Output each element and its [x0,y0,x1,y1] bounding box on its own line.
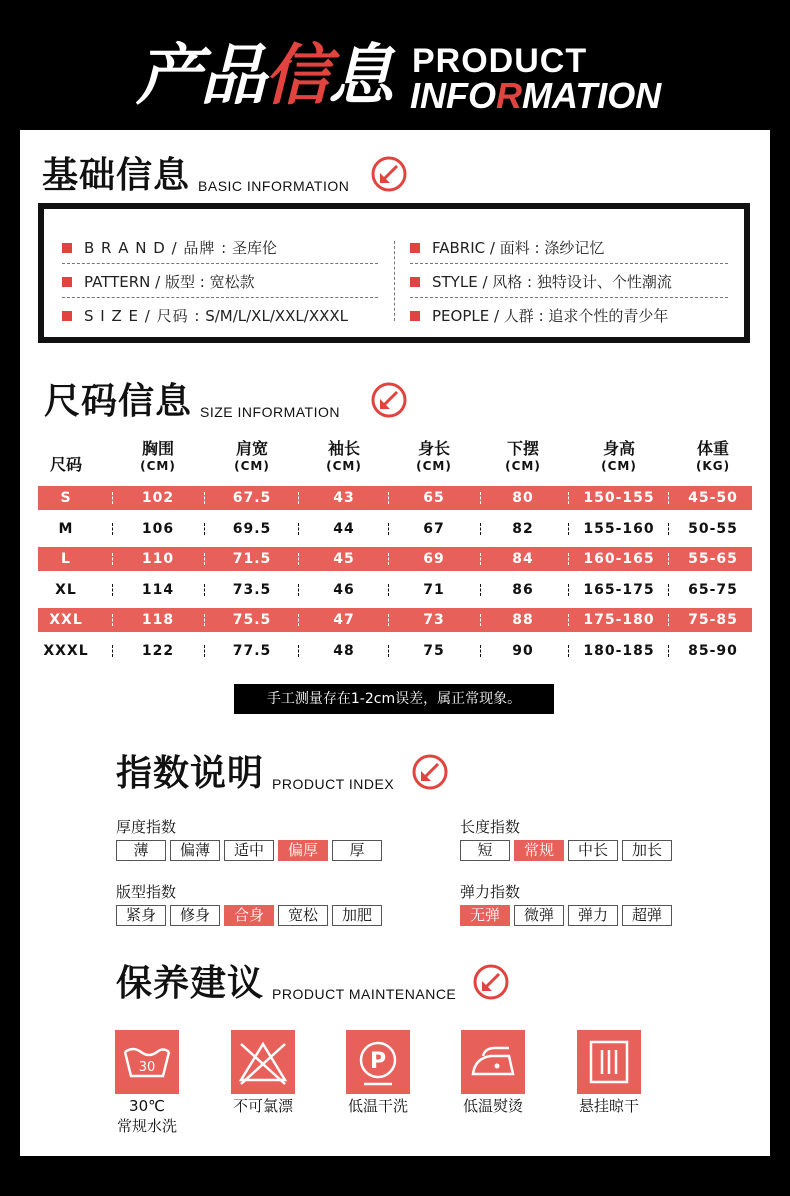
size-table-cell: 69 [423,551,445,567]
column-separator [568,645,569,657]
index-option: 修身 [170,905,220,926]
content-card [20,130,770,1156]
size-table-cell: 175-180 [583,612,655,628]
size-table-cell: 150-155 [583,490,655,506]
column-separator [298,553,299,565]
dry-clean-p-icon [346,1030,410,1094]
care-item-wash [115,1030,179,1094]
size-table-cell: S [60,490,72,506]
care-item-no-bleach [231,1030,295,1094]
size-table-cell: 88 [512,612,534,628]
size-col-unit: (CM) [140,459,176,473]
size-table-cell: 86 [512,581,534,598]
bullet-square [62,311,72,321]
basic-key: STYLE / 风格 : [432,273,533,291]
care-label-line1: 30℃ [129,1097,165,1115]
column-separator [668,584,669,596]
divider [62,297,378,298]
basic-item-people [410,305,668,326]
column-separator [298,492,299,504]
column-separator [204,523,205,535]
bullet-square [410,311,420,321]
column-separator [480,614,481,626]
index-option: 偏薄 [170,840,220,861]
size-table-cell: 155-160 [583,520,655,537]
size-table-cell: 67.5 [232,490,272,506]
index-group-label: 弹力指数 [460,883,521,901]
bullet-square [62,243,72,253]
arrow-circle-icon [411,753,449,791]
index-option: 宽松 [278,905,328,926]
index-option: 微弹 [514,905,564,926]
size-col-header [579,440,659,474]
index-title-cn: 指数说明 [116,753,265,794]
basic-key: S I Z E / 尺码 : [84,307,201,325]
size-table-cell: 71.5 [232,551,272,567]
index-option-selected: 无弹 [460,905,510,926]
column-separator [298,584,299,596]
header-en2-part-a: INFO [410,75,496,116]
size-table-cell: 75-85 [688,612,738,628]
index-option: 超弹 [622,905,672,926]
size-col-unit: (CM) [601,459,637,473]
size-col-name: 下摆 [506,439,539,458]
column-separator [388,614,389,626]
header-en2-part-c: MATION [522,75,662,116]
basic-item-pattern [62,271,255,292]
care-section-title [116,964,456,1004]
column-separator [204,553,205,565]
index-section-title [116,754,394,794]
size-col-unit: (KG) [695,459,731,473]
basic-item-brand [62,237,277,258]
size-table-cell: 160-165 [583,551,655,567]
size-col-name: 尺码 [49,455,82,474]
size-col-unit: (CM) [505,459,541,473]
column-separator [568,492,569,504]
size-table-cell: 73.5 [232,581,272,598]
index-title-en: PRODUCT INDEX [272,776,395,792]
column-separator [480,523,481,535]
index-option-selected: 偏厚 [278,840,328,861]
care-title-cn: 保养建议 [116,963,265,1004]
column-separator [112,553,113,565]
size-col-header [304,440,384,474]
divider [394,241,395,321]
size-col-unit: (CM) [234,459,270,473]
size-table-cell: 47 [333,612,355,628]
basic-title-cn: 基础信息 [42,155,191,196]
basic-value: 独特设计、个性潮流 [536,273,672,291]
size-table-cell: M [58,520,74,537]
care-item-hang-dry [577,1030,641,1094]
column-separator [568,553,569,565]
size-table-cell: 65-75 [688,581,738,598]
basic-value: 圣库伦 [232,239,278,257]
index-option: 加长 [622,840,672,861]
care-item-dry-clean [346,1030,410,1094]
column-separator [480,492,481,504]
wash-30-icon [115,1030,179,1094]
size-table-cell: 114 [141,581,175,598]
column-separator [298,614,299,626]
basic-value: S/M/L/XL/XXL/XXXL [205,306,349,325]
bullet-square [62,277,72,287]
divider [410,297,728,298]
care-label-iron: 低温熨烫 [462,1097,523,1115]
size-col-name: 胸围 [141,439,174,458]
header-cn-part-c: 息 [328,37,392,114]
column-separator [668,492,669,504]
hang-dry-icon [577,1030,641,1094]
size-table-cell: 75 [423,642,445,659]
size-col-unit: (CM) [416,459,452,473]
column-separator [298,523,299,535]
basic-item-fabric [410,237,604,258]
divider [410,263,728,264]
care-label-wash [115,1096,179,1136]
size-title-en: SIZE INFORMATION [200,404,340,420]
size-col-name: 体重 [696,439,729,458]
size-table-cell: 77.5 [232,642,272,659]
size-col-header [118,440,198,474]
size-table-cell: 75.5 [232,612,272,628]
size-table-cell: 122 [141,642,175,659]
care-item-iron [461,1030,525,1094]
size-col-header [483,440,563,474]
basic-item-style [410,271,672,292]
column-separator [668,523,669,535]
column-separator [668,553,669,565]
size-table-row [38,486,752,510]
arrow-circle-icon [370,155,408,193]
column-separator [568,614,569,626]
header-title-en-line1: PRODUCT [412,42,588,80]
care-label-dry-clean: 低温干洗 [347,1097,408,1115]
size-table-cell: 50-55 [688,520,738,537]
size-col-unit: (CM) [326,459,362,473]
basic-section-title [42,156,349,196]
column-separator [388,584,389,596]
size-table-cell: 46 [333,581,355,598]
size-table-cell: XXXL [43,642,89,659]
size-table-cell: 73 [423,612,445,628]
care-label-hang-dry: 悬挂晾干 [578,1097,639,1115]
size-table-cell: 84 [512,551,534,567]
size-table-row [38,608,752,632]
column-separator [480,645,481,657]
column-separator [112,523,113,535]
size-table-cell: 45 [333,551,355,567]
size-table-cell: 102 [141,490,175,506]
column-separator [204,492,205,504]
column-separator [112,492,113,504]
size-table-cell: 67 [423,520,445,537]
size-col-name: 肩宽 [235,439,268,458]
column-separator [388,553,389,565]
measurement-note: 手工测量存在1-2cm误差，属正常现象。 [234,684,554,714]
size-table-cell: 165-175 [583,581,655,598]
care-label-no-bleach: 不可氯漂 [232,1097,293,1115]
size-table-cell: 90 [512,642,534,659]
column-separator [112,614,113,626]
column-separator [204,614,205,626]
column-separator [480,584,481,596]
size-col-name: 身长 [417,439,450,458]
size-col-name: 身高 [602,439,635,458]
basic-key: B R A N D / 品牌 : [84,239,228,257]
size-col-header [673,440,753,474]
size-table-cell: 80 [512,490,534,506]
care-title-en: PRODUCT MAINTENANCE [272,986,457,1002]
size-col-name: 袖长 [327,439,360,458]
basic-value: 追求个性的青少年 [548,307,669,325]
size-section-title [44,382,340,422]
care-label-line2: 常规水洗 [116,1117,177,1135]
index-option-row [116,905,386,926]
index-option: 弹力 [568,905,618,926]
header-title-en-line2 [410,76,661,116]
column-separator [388,523,389,535]
size-table-cell: 85-90 [688,642,738,659]
svg-text:30: 30 [138,1060,156,1075]
divider [62,263,378,264]
size-table-row [38,639,752,663]
index-option: 厚 [332,840,382,861]
size-table-cell: XL [55,581,77,598]
index-option-row [460,840,676,861]
basic-title-en: BASIC INFORMATION [198,178,350,194]
size-table-cell: 118 [141,612,175,628]
column-separator [480,553,481,565]
header-title-cn [136,36,392,116]
no-bleach-icon [231,1030,295,1094]
size-table-cell: 48 [333,642,355,659]
arrow-circle-icon [370,381,408,419]
column-separator [204,584,205,596]
index-group-label: 版型指数 [116,883,177,901]
size-table-cell: 45-50 [688,490,738,506]
size-col-header [26,456,106,474]
column-separator [668,614,669,626]
index-option-row [460,905,676,926]
size-table-row [38,517,752,541]
column-separator [388,645,389,657]
index-option-selected: 常规 [514,840,564,861]
header-en2-part-b: R [496,75,522,116]
column-separator [112,584,113,596]
size-table-cell: 44 [333,520,355,537]
index-option: 适中 [224,840,274,861]
index-option: 短 [460,840,510,861]
size-table-cell: 71 [423,581,445,598]
column-separator [388,492,389,504]
index-group-label: 厚度指数 [116,818,177,836]
size-table-cell: L [61,551,71,567]
header-cn-part-a: 产品 [136,37,264,114]
size-table-row [38,578,752,602]
index-group-label: 长度指数 [460,818,521,836]
column-separator [568,523,569,535]
size-table-cell: 69.5 [232,520,272,537]
index-option: 紧身 [116,905,166,926]
basic-value: 宽松款 [209,273,255,291]
page-header [0,0,790,130]
size-table-cell: 106 [141,520,175,537]
size-table-cell: 110 [141,551,175,567]
basic-key: PATTERN / 版型 : [84,273,205,291]
basic-key: PEOPLE / 人群 : [432,307,544,325]
size-table-cell: 82 [512,520,534,537]
bullet-square [410,243,420,253]
index-option-selected: 合身 [224,905,274,926]
size-table-row [38,547,752,571]
basic-value: 涤纱记忆 [544,239,605,257]
svg-text:P: P [369,1049,387,1074]
size-table-cell: 180-185 [583,642,655,659]
column-separator [204,645,205,657]
size-table-cell: 65 [423,490,445,506]
column-separator [668,645,669,657]
size-col-header [394,440,474,474]
size-table-cell: 55-65 [688,551,738,567]
index-option: 薄 [116,840,166,861]
arrow-circle-icon [472,963,510,1001]
index-option: 中长 [568,840,618,861]
index-option-row [116,840,386,861]
header-cn-part-b: 信 [264,37,328,114]
size-title-cn: 尺码信息 [44,381,193,422]
basic-key: FABRIC / 面料 : [432,239,540,257]
basic-item-size [62,305,348,326]
index-option: 加肥 [332,905,382,926]
column-separator [298,645,299,657]
size-table-cell: XXL [49,612,83,628]
column-separator [112,645,113,657]
size-table-cell: 43 [333,490,355,506]
iron-low-icon [461,1030,525,1094]
basic-info-box [38,203,750,343]
size-col-header [212,440,292,474]
column-separator [568,584,569,596]
bullet-square [410,277,420,287]
